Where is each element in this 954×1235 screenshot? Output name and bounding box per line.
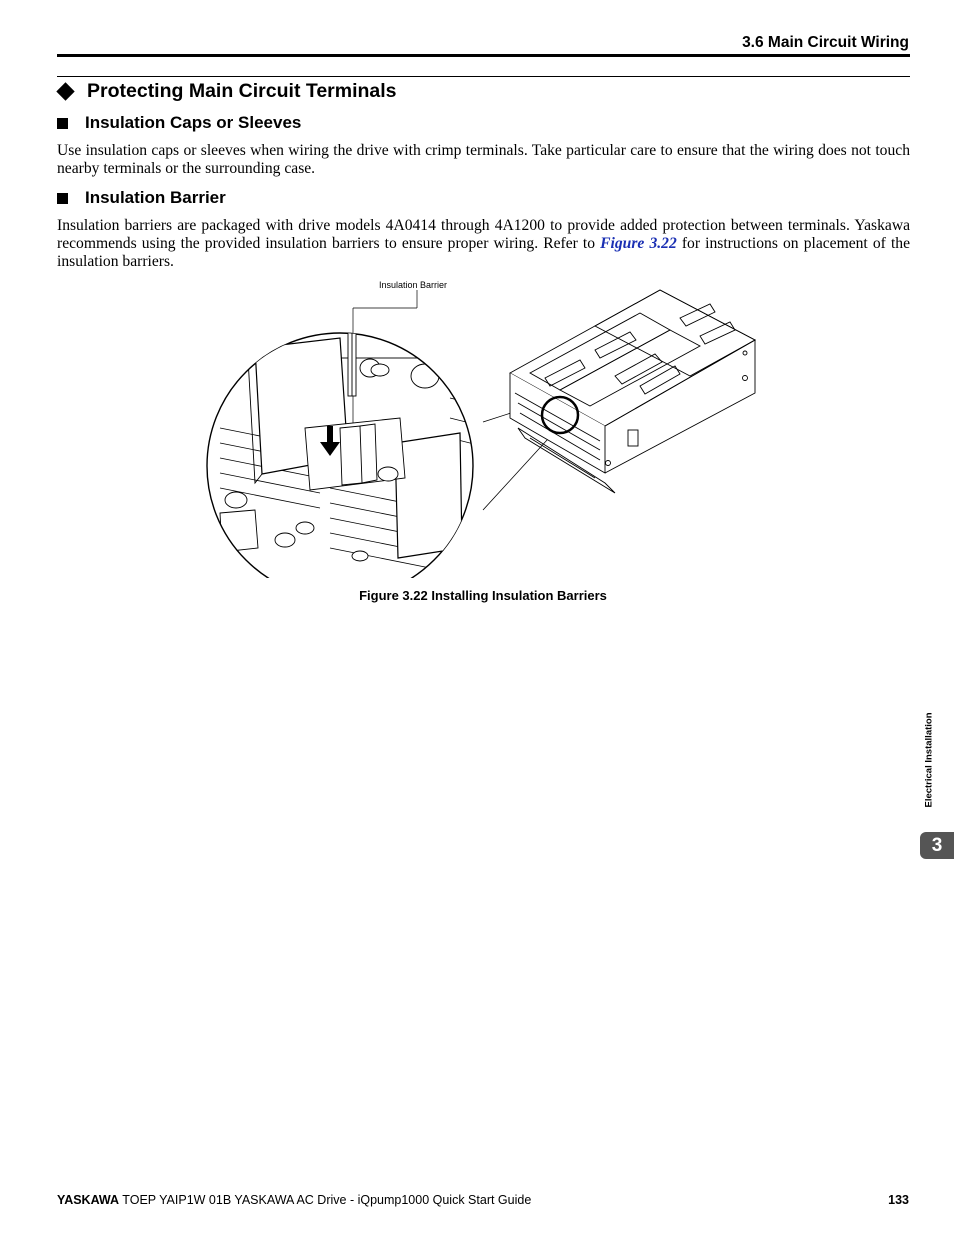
side-section-label	[922, 700, 936, 820]
paragraph-barrier	[57, 217, 910, 271]
subheading-caps	[57, 113, 301, 133]
page-number: 133	[888, 1193, 909, 1207]
paragraph-barrier-text-2: for instructions on placement of the insulation barriers.	[57, 235, 910, 270]
footer-doc-info	[57, 1193, 531, 1207]
section-header-title: 3.6 Main Circuit Wiring	[742, 34, 909, 51]
chapter-tab: 3	[920, 832, 954, 859]
figure-caption: Figure 3.22 Installing Insulation Barriers	[359, 588, 607, 603]
subheading-caps-text: Insulation Caps or Sleeves	[85, 113, 302, 132]
square-bullet-icon	[57, 118, 68, 129]
side-section-label-text: Electrical Installation	[923, 712, 935, 808]
subheading-barrier	[57, 188, 226, 208]
paragraph-barrier-text-1: Insulation barriers are packaged with drive models 4A0414 through 4A1200 to provide added protection between terminals. Yaskawa recommends using the provided insulation barriers to ensure proper wiring. Refer to	[57, 217, 910, 252]
footer-brand: YASKAWA	[57, 1193, 120, 1207]
insulation-barrier-illustration	[200, 278, 770, 578]
square-bullet-icon	[57, 193, 68, 204]
header-rule-thin	[57, 76, 910, 77]
paragraph-caps: Use insulation caps or sleeves when wiring the drive with crimp terminals. Take particular care to ensure that the wiring does not touch nearby terminals or the surrounding case.	[57, 142, 910, 177]
main-heading-text: Protecting Main Circuit Terminals	[87, 80, 397, 102]
diamond-bullet-icon	[56, 82, 74, 100]
subheading-barrier-text: Insulation Barrier	[85, 188, 226, 207]
header-rule	[57, 54, 910, 57]
callout-label: Insulation Barrier	[379, 280, 448, 290]
main-heading	[55, 80, 397, 103]
footer-doc-title: TOEP YAIP1W 01B YASKAWA AC Drive - iQpump1000 Quick Start Guide	[119, 1193, 532, 1207]
figure-link[interactable]: Figure 3.22	[600, 235, 677, 252]
